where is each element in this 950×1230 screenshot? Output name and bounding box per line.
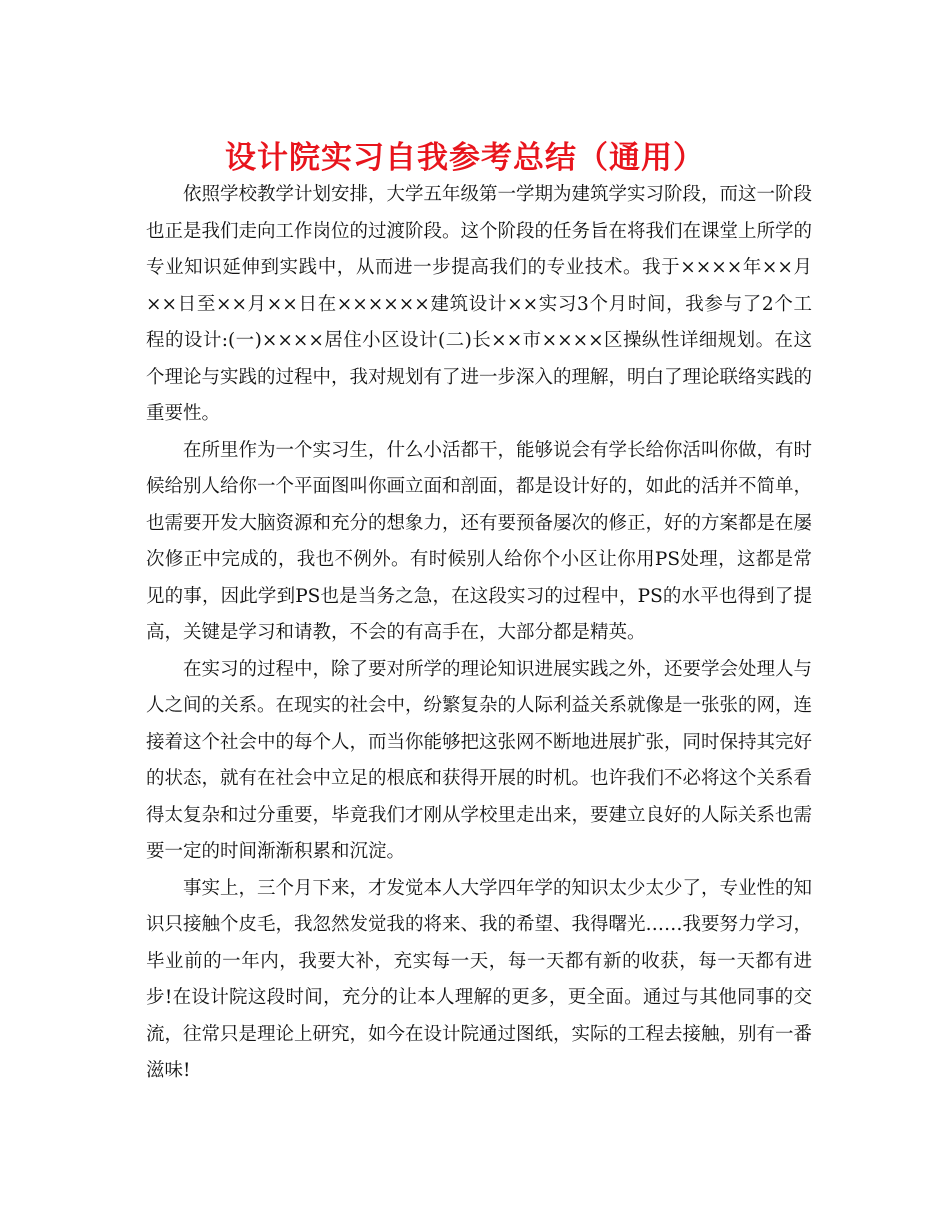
paragraph-3: 在实习的过程中，除了要对所学的理论知识进展实践之外，还要学会处理人与人之间的关系。在现实的社会中，纷繁复杂的人际利益关系就像是一张张的网，连接着这个社会中的每个人，而当你能够把这张网不断地进展扩张，同时保持其完好的状态，就有在社会中立足的根底和获得开展的时机。也许我们不必将这个关系看得太复杂和过分重要，毕竟我们才刚从学校里走出来，要建立良好的人际关系也需要一定的时间渐渐积累和沉淀。 [146, 658, 813, 862]
paragraph-1: 依照学校教学计划安排，大学五年级第一学期为建筑学实习阶段，而这一阶段也正是我们走向工作岗位的过渡阶段。这个阶段的任务旨在将我们在课堂上所学的专业知识延伸到实践中，从而进一步提高我们的专业技术。我于××××年××月××日至××月××日在××××××建筑设计××实习3个月时间，我参与了2个工程的设计:(一)××××居住小区设计(二)长××市××××区操纵性详细规划。在这个理论与实践的过程中，我对规划有了进一步深入的理解，明白了理论联络实践的重要性。 [146, 184, 813, 424]
paragraph-2: 在所里作为一个实习生，什么小活都干，能够说会有学长给你活叫你做，有时候给别人给你一个平面图叫你画立面和剖面，都是设计好的，如此的活并不简单，也需要开发大脑资源和充分的想象力，还有要预备屡次的修正，好的方案都是在屡次修正中完成的，我也不例外。有时候别人给你个小区让你用PS处理，这都是常见的事，因此学到PS也是当务之急，在这段实习的过程中，PS的水平也得到了提高，关键是学习和请教，不会的有高手在，大部分都是精英。 [146, 439, 813, 643]
document-body [146, 177, 812, 1090]
paragraph-4: 事实上，三个月下来，才发觉本人大学四年学的知识太少太少了，专业性的知识只接触个皮毛，我忽然发觉我的将来、我的希望、我得曙光……我要努力学习，毕业前的一年内，我要大补，充实每一天，每一天都有新的收获，每一天都有进步!在设计院这段时间，充分的让本人理解的更多，更全面。通过与其他同事的交流，往常只是理论上研究，如今在设计院通过图纸，实际的工程去接触，别有一番滋味! [146, 877, 813, 1081]
document-title: 设计院实习自我参考总结（通用） [225, 140, 705, 176]
